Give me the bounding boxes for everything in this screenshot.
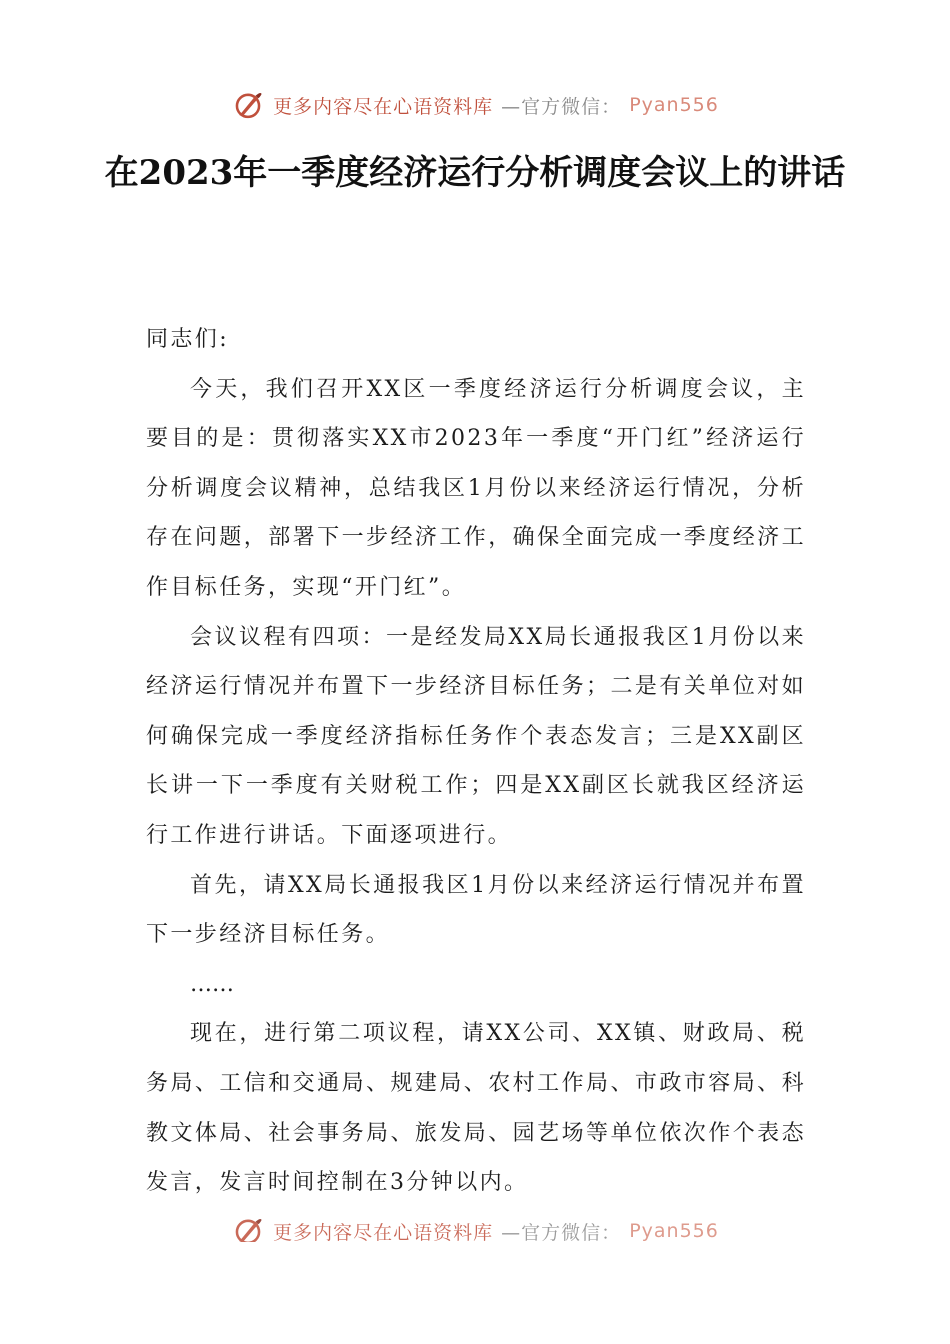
paragraph-first-item: 首先，请XX局长通报我区1月份以来经济运行情况并布置下一步经济目标任务。: [146, 872, 806, 948]
watermark-separator-text: —官方微信：: [501, 95, 622, 118]
watermark-separator-text: —官方微信：: [501, 1221, 622, 1242]
watermark-brand-text: 更多内容尽在心语资料库: [273, 95, 494, 118]
quill-logo-icon: [231, 88, 265, 122]
watermark-wechat-handle: Pyan556: [629, 94, 719, 116]
paragraph-intro: 今天，我们召开XX区一季度经济运行分析调度会议，主要目的是：贯彻落实XX市2023年一季度“开门红”经济运行分析调度会议精神，总结我区1月份以来经济运行情况，分析存在问题，部署下一步经济工作，确保全面完成一季度经济工作目标任务，实现“开门红”。: [146, 376, 806, 600]
paragraph-agenda: 会议议程有四项：一是经发局XX局长通报我区1月份以来经济运行情况并布置下一步经济目标任务；二是有关单位对如何确保完成一季度经济指标任务作个表态发言；三是XX副区长讲一下一季度有关财税工作；四是XX副区长就我区经济运行工作进行讲话。下面逐项进行。: [146, 624, 806, 848]
watermark-header: [0, 86, 950, 124]
paragraph-second-item: 现在，进行第二项议程，请XX公司、XX镇、财政局、税务局、工信和交通局、规建局、农村工作局、市政市容局、科教文体局、社会事务局、旅发局、园艺场等单位依次作个表态发言，发言时间控制在3分钟以内。: [146, 1021, 806, 1196]
watermark-brand-text: 更多内容尽在心语资料库: [273, 1221, 494, 1242]
paragraph-ellipsis: ……: [190, 971, 234, 997]
document-body: [146, 315, 806, 1208]
quill-logo-icon: [231, 1214, 265, 1242]
salutation: 同志们:: [146, 327, 230, 352]
document-title: 在2023年一季度经济运行分析调度会议上的讲话: [104, 153, 846, 193]
watermark-wechat-handle: Pyan556: [629, 1220, 719, 1242]
watermark-footer: [0, 1208, 950, 1242]
